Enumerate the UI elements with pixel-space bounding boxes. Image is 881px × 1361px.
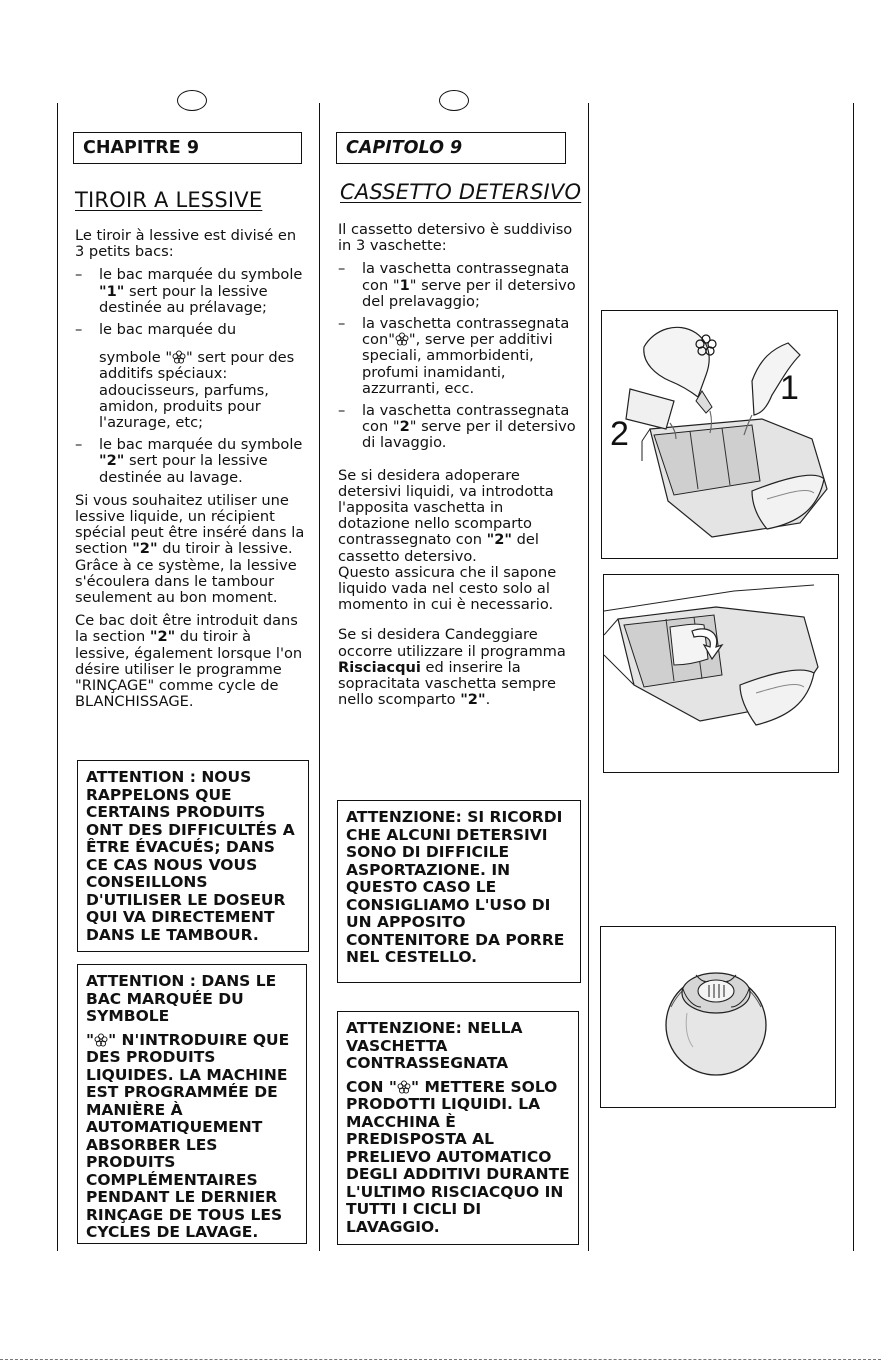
flower-icon xyxy=(395,332,409,346)
detergent-drawer-illustration xyxy=(602,311,836,557)
column-divider xyxy=(319,103,320,1251)
figure-pouring-detergent xyxy=(601,310,838,559)
chapter-heading-fr: CHAPITRE 9 xyxy=(73,132,302,164)
section-title-it: CASSETTO DETERSIVO xyxy=(340,180,582,204)
list-item: – la vaschetta contrassegnata con "2" serve per il detersivo di lavaggio. xyxy=(338,403,578,452)
paragraph-bleach-it: Se si desidera Candeggiare occorre utilizzare il programma Risciacqui ed inserire la sopracitata vaschetta sempre nello scomparto "2". xyxy=(338,626,566,709)
body-text-it xyxy=(338,222,578,715)
figure-liquid-container xyxy=(603,574,839,773)
column-divider xyxy=(588,103,589,1251)
doser-ball-icon xyxy=(601,927,834,1106)
flower-icon xyxy=(397,1080,411,1094)
warning-box-doser-it: ATTENZIONE: SI RICORDI CHE ALCUNI DETERSIVI SONO DI DIFFICILE ASPORTAZIONE. IN QUESTO CASO LE CONSIGLIAMO L'USO DI UN APPOSITO CONTENITORE DA PORRE NEL CESTELLO. xyxy=(337,800,581,983)
flower-icon xyxy=(172,350,186,364)
paragraph-liquid-it: Se si desidera adoperare detersivi liquidi, va introdotta l'apposita vaschetta in dotazione nello scomparto contrassegnato con "2" del cassetto detersivo. Questo assicura che il sapone liquido vada nel cesto solo al momento in cui è necessario. xyxy=(338,466,557,614)
page-bottom-edge xyxy=(0,1359,881,1360)
list-item: – le bac marquée du symbole "1" sert pour la lessive destinée au prélavage; xyxy=(75,267,309,316)
column-divider xyxy=(853,103,854,1251)
compartment-label-1: 1 xyxy=(780,369,799,407)
language-marker-fr xyxy=(177,90,207,111)
language-marker-it xyxy=(439,90,469,111)
flower-icon xyxy=(94,1033,108,1047)
intro-fr: Le tiroir à lessive est divisé en 3 petits bacs: xyxy=(75,227,297,261)
intro-it: Il cassetto detersivo è suddiviso in 3 vaschette: xyxy=(338,221,573,255)
column-divider xyxy=(57,103,58,1251)
liquid-container-illustration xyxy=(604,575,837,771)
list-item: – le bac marquée du symbole "2" sert pour la lessive destinée au lavage. xyxy=(75,437,309,486)
paragraph-bleach-fr: Ce bac doit être introduit dans la section "2" du tiroir à lessive, également lorsque l'on désire utiliser le programme "RINÇAGE" comme cycle de BLANCHISSAGE. xyxy=(75,612,303,711)
compartment-list-fr xyxy=(75,267,309,485)
body-text-fr xyxy=(75,228,309,717)
section-title-fr: TIROIR A LESSIVE xyxy=(75,188,263,212)
list-item: – le bac marquée du symbole " " sert pour des additifs spéciaux: adoucisseurs, parfums, amidon, produits pour l'azurage, etc; xyxy=(75,322,309,431)
warning-box-doser-fr: ATTENTION : NOUS RAPPELONS QUE CERTAINS PRODUITS ONT DES DIFFICULTÉS A ÊTRE ÉVACUÉS; DANS CE CAS NOUS VOUS CONSEILLONS D'UTILISER LE DOSEUR QUI VA DIRECTEMENT DANS LE TAMBOUR. xyxy=(77,760,309,952)
figure-doser-ball xyxy=(600,926,836,1108)
list-item: – la vaschetta contrassegnata con "1" serve per il detersivo del prelavaggio; xyxy=(338,261,578,310)
compartment-label-2: 2 xyxy=(610,415,629,453)
warning-box-liquid-fr: ATTENTION : DANS LE BAC MARQUÉE DU SYMBOLE " " N'INTRODUIRE QUE DES PRODUITS LIQUIDES. LA MACHINE EST PROGRAMMÉE DE MANIÈRE À AUTOMATIQUEMENT ABSORBER LES PRODUITS COMPLÉMENTAIRES PENDANT LE DERNIER RINÇAGE DE TOUS LES CYCLES DE LAVAGE. xyxy=(77,964,307,1244)
list-item: – la vaschetta contrassegnata con" ", serve per additivi speciali, ammorbidenti, profumi inamidanti, azzurranti, ecc. xyxy=(338,316,578,397)
chapter-heading-it: CAPITOLO 9 xyxy=(336,132,566,164)
warning-box-liquid-it: ATTENZIONE: NELLA VASCHETTA CONTRASSEGNATA CON " " METTERE SOLO PRODOTTI LIQUIDI. LA MACCHINA È PREDISPOSTA AL PRELIEVO AUTOMATICO DEGLI ADDITIVI DURANTE L'ULTIMO RISCIACQUO IN TUTTI I CICLI DI LAVAGGIO. xyxy=(337,1011,579,1245)
paragraph-liquid-fr: Si vous souhaitez utiliser une lessive liquide, un récipient spécial peut être inséré dans la section "2" du tiroir à lessive. Grâce à ce système, la lessive s'écoulera dans le tambour seulement au bon moment. xyxy=(75,491,305,607)
compartment-list-it xyxy=(338,261,578,451)
